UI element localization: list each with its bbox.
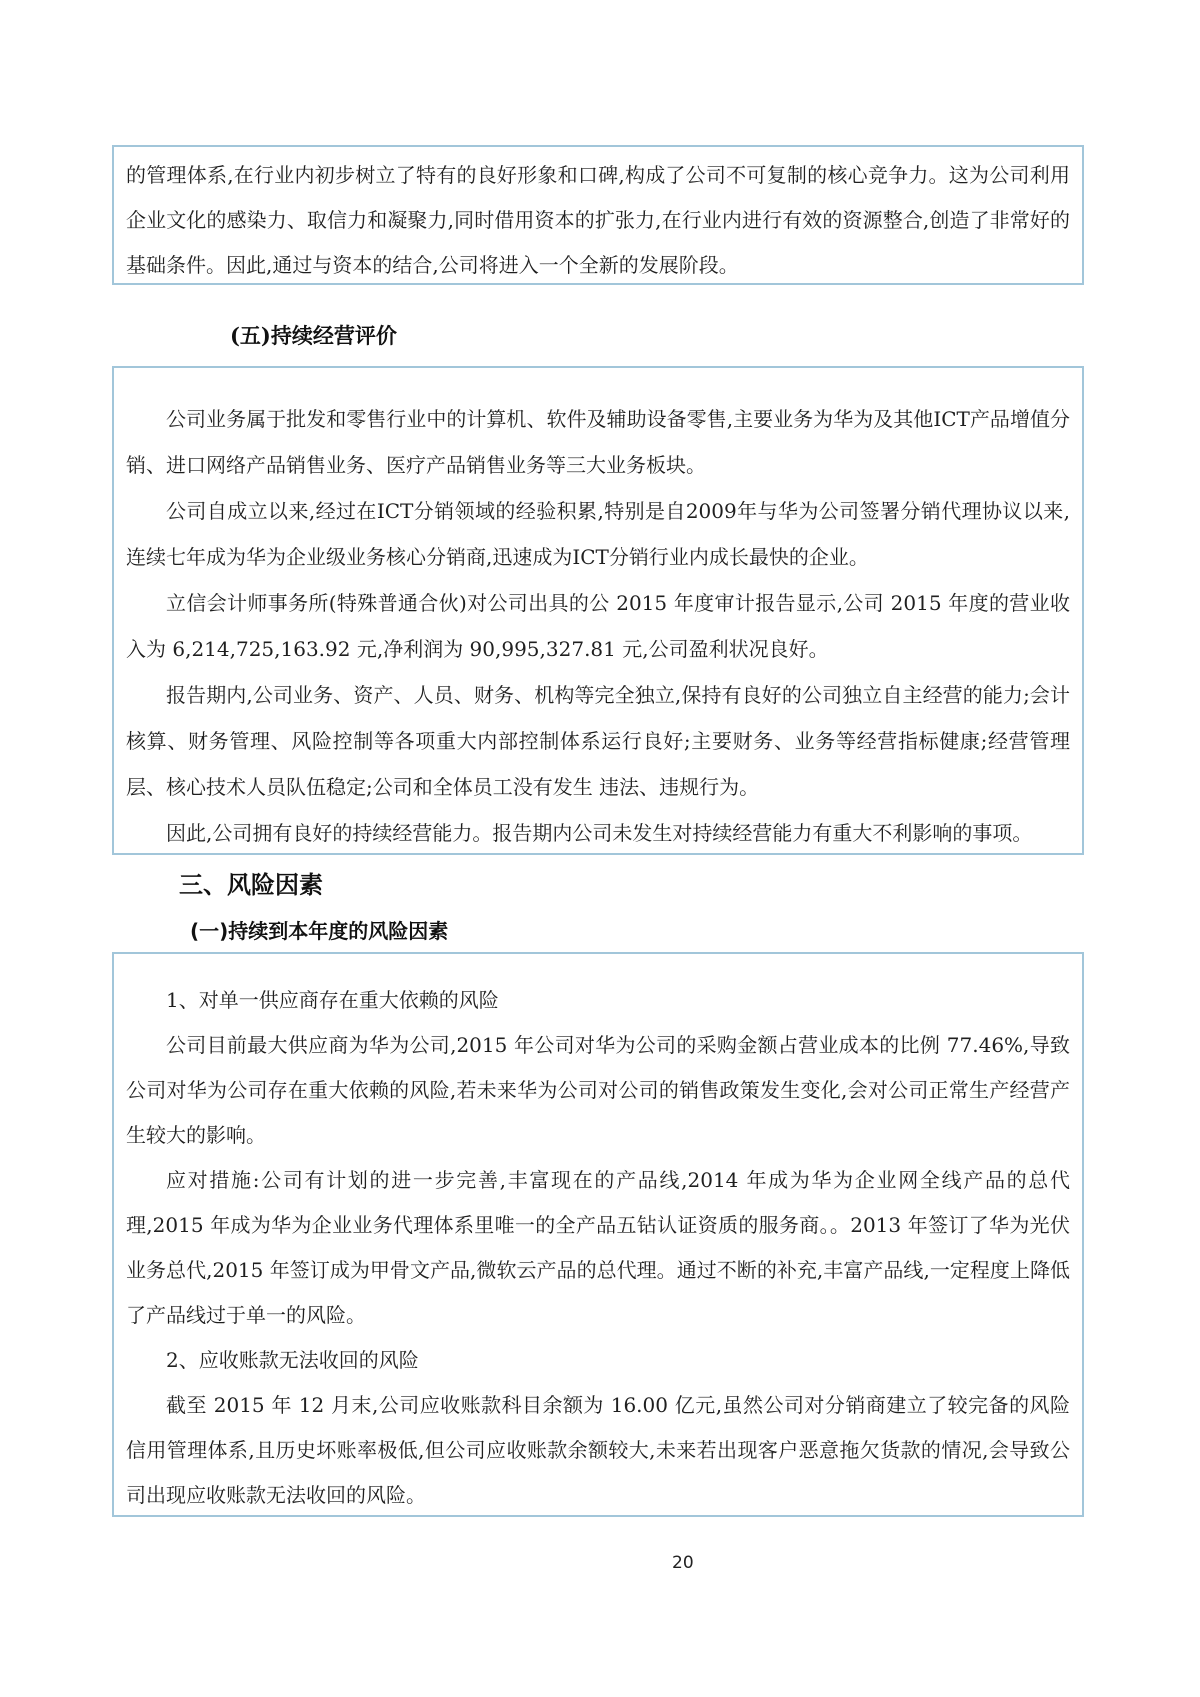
paragraph: 应对措施:公司有计划的进一步完善,丰富现在的产品线,2014 年成为华为企业网全线产品的总代理,2015 年成为华为企业业务代理体系里唯一的全产品五钻认证资质的服务商。。2013 年签订了华为光伏业务总代,2015 年签订成为甲骨文产品,微软云产品的总代理。通过不断的补充,丰富产品线,一定程度上降低了产品线过于单一的风险。 [126,1168,1070,1327]
paragraph: 因此,公司拥有良好的持续经营能力。报告期内公司未发生对持续经营能力有重大不利影响的事项。 [166,821,1033,845]
paragraph: 立信会计师事务所(特殊普通合伙)对公司出具的公 2015 年度审计报告显示,公司 2015 年度的营业收入为 6,214,725,163.92 元,净利润为 90,995,327.81 元,公司盈利状况良好。 [126,591,1070,661]
subsection-heading-risk-factors: (一)持续到本年度的风险因素 [190,919,449,943]
paragraph: 截至 2015 年 12 月末,公司应收账款科目余额为 16.00 亿元,虽然公司对分销商建立了较完备的风险信用管理体系,且历史坏账率极低,但公司应收账款余额较大,未来若出现客户恶意拖欠货款的情况,会导致公司出现应收账款无法收回的风险。 [126,1393,1070,1507]
section-heading-going-concern: (五)持续经营评价 [230,323,397,348]
paragraph: 公司业务属于批发和零售行业中的计算机、软件及辅助设备零售,主要业务为华为及其他ICT产品增值分销、进口网络产品销售业务、医疗产品销售业务等三大业务板块。 [126,407,1070,477]
paragraph: 公司自成立以来,经过在ICT分销领域的经验积累,特别是自2009年与华为公司签署分销代理协议以来,连续七年成为华为企业级业务核心分销商,迅速成为ICT分销行业内成长最快的企业。 [126,499,1070,569]
section-heading-risk-factors: 三、风险因素 [179,871,323,899]
going-concern-textbox [112,366,1084,855]
risk-item-title: 2、应收账款无法收回的风险 [166,1348,419,1372]
continuation-paragraph: 的管理体系,在行业内初步树立了特有的良好形象和口碑,构成了公司不可复制的核心竞争力。这为公司利用企业文化的感染力、取信力和凝聚力,同时借用资本的扩张力,在行业内进行有效的资源整合,创造了非常好的基础条件。因此,通过与资本的结合,公司将进入一个全新的发展阶段。 [126,163,1070,277]
risk-item-title: 1、对单一供应商存在重大依赖的风险 [166,988,499,1012]
paragraph: 报告期内,公司业务、资产、人员、财务、机构等完全独立,保持有良好的公司独立自主经营的能力;会计核算、财务管理、风险控制等各项重大内部控制体系运行良好;主要财务、业务等经营指标健康;经营管理层、核心技术人员队伍稳定;公司和全体员工没有发生 违法、违规行为。 [126,683,1070,799]
page-number: 20 [672,1553,694,1573]
continuation-textbox [112,145,1084,285]
risk-factors-textbox [112,952,1084,1517]
paragraph: 公司目前最大供应商为华为公司,2015 年公司对华为公司的采购金额占营业成本的比例 77.46%,导致公司对华为公司存在重大依赖的风险,若未来华为公司对公司的销售政策发生变化,会对公司正常生产经营产生较大的影响。 [126,1033,1070,1147]
